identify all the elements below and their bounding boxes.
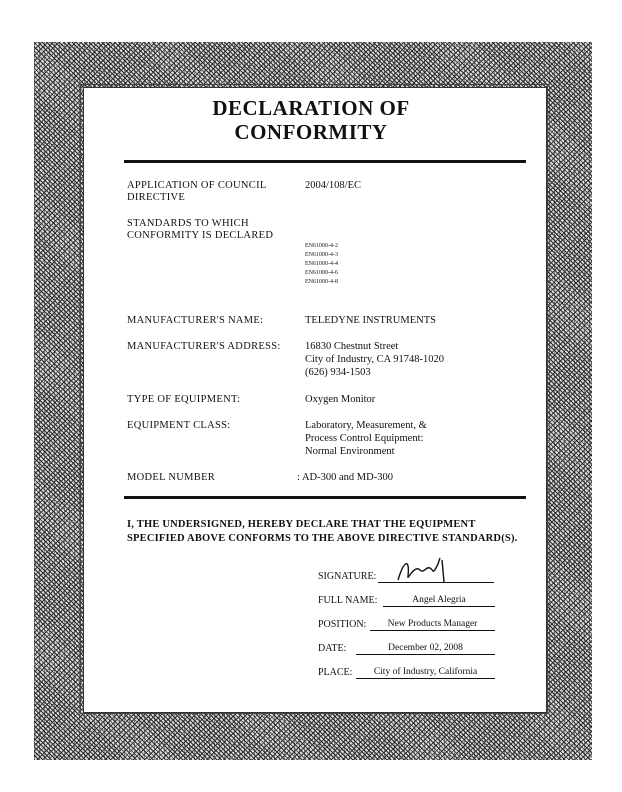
title-line-2: CONFORMITY <box>234 120 388 144</box>
manufacturer-address-label: MANUFACTURER'S ADDRESS: <box>127 341 281 352</box>
standard-item: EN61000-4-3 <box>305 252 338 258</box>
declaration-line-2: SPECIFIED ABOVE CONFORMS TO THE ABOVE DIRECTIVE STANDARD(S). <box>127 533 518 544</box>
standard-item: EN61000-4-8 <box>305 279 338 285</box>
position-value: New Products Manager <box>370 618 495 631</box>
title-line-1: DECLARATION OF <box>212 96 410 120</box>
address-line-1: 16830 Chestnut Street <box>305 341 399 352</box>
manufacturer-name-value: TELEDYNE INSTRUMENTS <box>305 315 436 326</box>
council-directive-label-1: APPLICATION OF COUNCIL <box>127 180 267 191</box>
standards-label-1: STANDARDS TO WHICH <box>127 218 249 229</box>
equipment-class-label: EQUIPMENT CLASS: <box>127 420 231 431</box>
manufacturer-name-label: MANUFACTURER'S NAME: <box>127 315 264 326</box>
place-label: PLACE: <box>318 667 353 678</box>
full-name-value: Angel Alegria <box>383 594 495 607</box>
declaration-line-1: I, THE UNDERSIGNED, HEREBY DECLARE THAT THE EQUIPMENT <box>127 519 476 530</box>
model-number-value: : AD-300 and MD-300 <box>297 472 393 483</box>
signature-scribble <box>394 556 454 584</box>
address-line-3: (626) 934-1503 <box>305 367 371 378</box>
place-value: City of Industry, California <box>356 666 495 679</box>
top-rule <box>124 160 526 163</box>
standards-label-2: CONFORMITY IS DECLARED <box>127 230 274 241</box>
standard-item: EN61000-4-6 <box>305 270 338 276</box>
equipment-class-line-1: Laboratory, Measurement, & <box>305 420 427 431</box>
position-label: POSITION: <box>318 619 367 630</box>
equipment-class-line-3: Normal Environment <box>305 446 395 457</box>
date-label: DATE: <box>318 643 347 654</box>
address-line-2: City of Industry, CA 91748-1020 <box>305 354 445 365</box>
standard-item: EN61000-4-4 <box>305 261 338 267</box>
equipment-class-line-2: Process Control Equipment: <box>305 433 424 444</box>
bottom-rule <box>124 496 526 499</box>
council-directive-label-2: DIRECTIVE <box>127 192 186 203</box>
equipment-type-value: Oxygen Monitor <box>305 394 376 405</box>
model-number-label: MODEL NUMBER <box>127 472 216 483</box>
standard-item: EN61000-4-2 <box>305 243 338 249</box>
date-value: December 02, 2008 <box>356 642 495 655</box>
full-name-label: FULL NAME: <box>318 595 378 606</box>
equipment-type-label: TYPE OF EQUIPMENT: <box>127 394 241 405</box>
council-directive-value: 2004/108/EC <box>305 180 362 191</box>
signature-label: SIGNATURE: <box>318 571 377 582</box>
